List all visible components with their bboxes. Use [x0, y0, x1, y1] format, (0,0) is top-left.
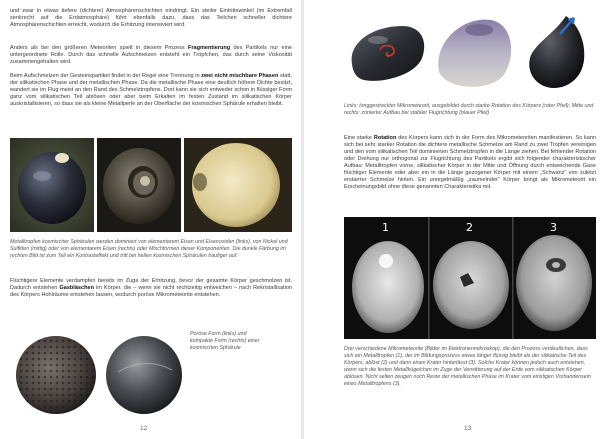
sem-micrometeorite-2 [433, 241, 509, 329]
paragraph-intro: und zwar in etwas tiefere (dichtere) Atmosphärenschichten eindringt. Ein steiler Eintrittswinkel (im Extremfall senkrecht auf die Erdatmosphäre) führt ebenfalls dazu, dass das Teilchen schneller dichtere Atmosphärenschichten erreicht, wodurch die Erhitzung intensiviert wird. [10, 8, 292, 29]
page-number-left: 12 [140, 425, 148, 432]
photo-compact-sphere [104, 332, 185, 416]
photo-sphere-nickel [97, 138, 181, 232]
paragraph-gas-bubbles: Flüchtigere Elemente verdampfen bereits im Zuge der Erhitzung, bevor der gesamte Körper geschmolzen ist. Dadurch entstehen Gasbläschen im Körper, die – wenn sie nicht rechtzeitig entweichen – nach Rekristallisation des Körpers Hohlräume entstehen lassen, wodurch poröse Mikrometeorite entstehen. [10, 278, 292, 299]
photo-porous-sphere [12, 332, 101, 416]
photo-sphere-light [184, 138, 292, 232]
right-page [304, 0, 605, 439]
photo-teardrop-micrometeorite [520, 12, 594, 92]
sem-label-1: 1 [382, 221, 389, 234]
caption-sem-micrometeorites: Drei verschiedene Mikrometeorite (Bilder im Elektronenmikroskop), die den Prozess verdeutlichen, dass sich ein Metalltropfen (1), der im Bildungsprozess etwas länger flüssig bleibt als der silikatische Teil des Körpers, ablöst (2) und dann einen Krater hinterlässt (3). Solche Krater können jedoch auch entstehen, wenn sich die festen Metallkügelchen im Zuge der Verwitterung auf der Erde vom silikatischen Körper ablösen. Nicht selten zeugen noch Reste der metallischen Phase im Krater vom einstigen Vorhandensein eines Metalltropfens (3). [344, 346, 591, 387]
term-rotation: Rotation [373, 135, 397, 141]
page-number-right: 13 [464, 425, 472, 432]
caption-metal-droplets: Metalltropfen kosmischer Sphärulen werden dominiert von elementarem Eisen und Eisenoxiden (links), von Nickel und Sulfiden (mittig) oder von elementarem Eisen (rechts) oder Mischformen dieser Komponenten. Die dunkle Färbung im rechten Bild ist zum Teil ein Kontrasteffekt und tritt bei hellen kosmischen Sphärulen häufiger auf. [10, 239, 288, 259]
photo-elongated-micrometeorite [344, 12, 430, 92]
sem-micrometeorite-3 [516, 235, 592, 331]
term-phases: zwei nicht mischbare Phasen [201, 73, 279, 79]
photo-zoned-micrometeorite [433, 12, 517, 92]
paragraph-phases: Beim Aufschmelzen der Gesteinspartikel findet in der Regel eine Trennung in zwei nicht mischbare Phasen statt, der silikatischen Phase und der metallischen Phase. Da die metallische Phase eine deutlich höhere Dichte besitzt, wandert sie im Flug meist an den Rand des Schmelztropfens. Dort kann sie sich entweder schon in flüssiger Form ganz vom silikatischen Teil ablösen oder aber beim Erkalten im festen Zustand im silikatischen Körper auskristallisieren, so dass sie als kleine Metallperle an der Oberfläche der kosmischen Sphärule erhalten bleibt. [10, 73, 292, 108]
caption-porous-compact: Poröse Form (links) und kompakte Form (rechts) einer kosmischen Sphärule [190, 331, 260, 351]
sem-image-strip [344, 217, 596, 339]
caption-rotation-forms: Links: longgestreckter Mikrometeorit, ausgebildet durch starke Rotation des Körpers (roter Pfeil); Mitte und rechts: zonierter Aufbau bei stabiler Flugrichtung (blauer Pfeil) [344, 103, 594, 116]
paragraph-fragmentation: Anders als bei den größeren Meteoriten spielt in diesem Prozess Fragmentierung des Partikels nur eine untergeordnete Rolle. Durch das schnelle Aufschmelzen entsteht ein Tröpfchen, das durch seine Viskosität zusammengehalten wird. [10, 45, 292, 66]
sem-label-2: 2 [466, 221, 473, 234]
paragraph-rotation: Eine starke Rotation des Körpers kann sich in der Form des Mikrometeoriten manifestieren. So kann sich bei sehr starker Rotation die dichtere metallische Schmelze am Rand zu zwei Tropfen vereinigen und den vom silikatischen Teil dominierten Schmelztropfen in die Länge ziehen. Bei fehlender Rotation oder Drehung nur orthogonal zur Flugrichtung des Partikels ergibt sich folgender charakteristischer Aufbau: Metalltropfen vorne, silikatischer Körper in der Mitte und Öffnung durch entweichende Gase flüchtiger Elemente oder aber ein in die Länge gezogener Körper mit einem „Schwanz“ von zuletzt erstarrter Schmelze hinten. Ein unregelmäßig „zaumelnder“ Körper bringt als Mikrometeorit ein Erscheinungsbild ohne diese genannten Charakteristika mit. [344, 135, 596, 191]
term-gas-bubbles: Gasbläschen [59, 285, 94, 292]
photo-sphere-iron [10, 138, 94, 232]
term-fragmentation: Fragmentierung [187, 45, 231, 51]
left-page [0, 0, 301, 439]
sem-label-3: 3 [550, 221, 557, 234]
